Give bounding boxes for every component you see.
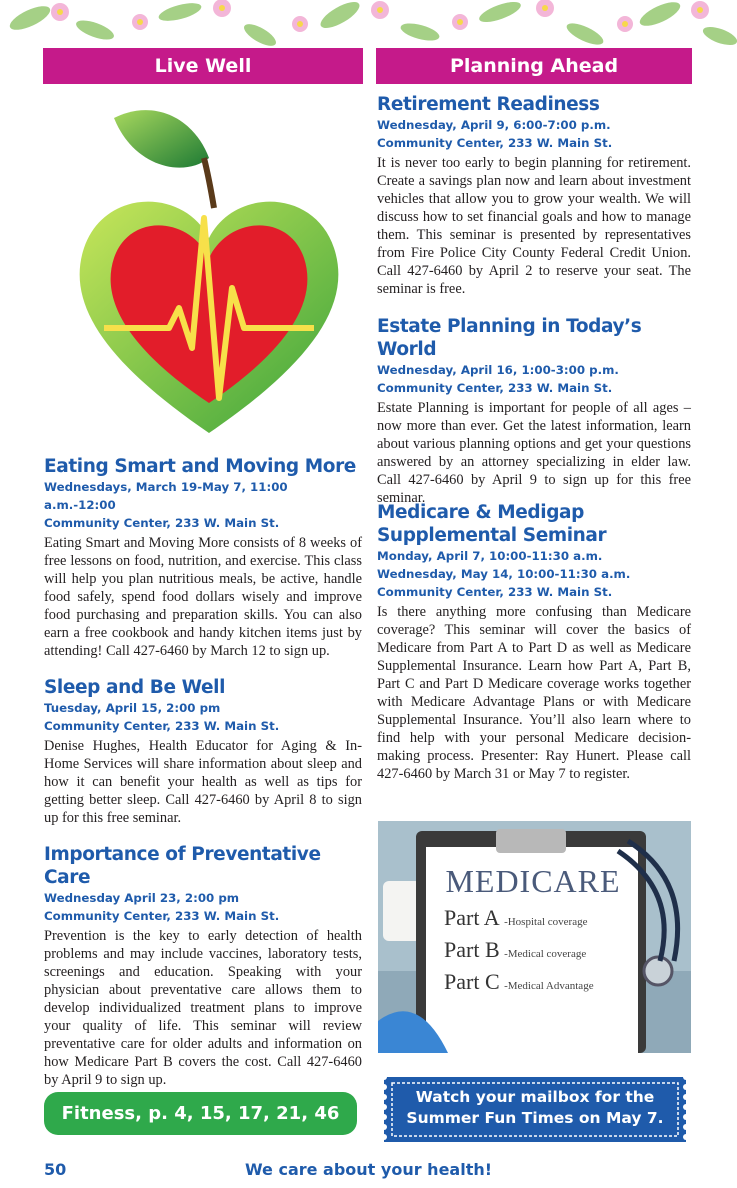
section-location: Community Center, 233 W. Main St.	[44, 516, 280, 530]
summer-fun-times-stamp	[380, 1073, 690, 1146]
live-well-banner: Live Well	[43, 48, 363, 84]
section-location: Community Center, 233 W. Main St.	[44, 719, 280, 733]
section-date-2: Wednesday, May 14, 10:00-11:30 a.m.	[377, 567, 631, 581]
section-body: Prevention is the key to early detection of health problems and may include vaccines, laboratory tests, screenings and education. Speaking with your physician about preventative care allows them to develop individualized treatment plans to improve your quality of life. This seminar will review preventative care for older adults and information on how Medicare Part B covers the cost. Call 427-6460 by April 9 to sign up.	[44, 928, 362, 1088]
section-body: Denise Hughes, Health Educator for Aging & In-Home Services will share information about sleep and how it can benefit your health as well as tips for getting better sleep. Call 427-6460 by April 8 to sign up for this free seminar.	[44, 738, 362, 826]
section-title-line-2: Supplemental Seminar	[377, 525, 607, 546]
section-eating-smart	[44, 455, 362, 660]
section-date: Wednesday, April 16, 1:00-3:00 p.m.	[377, 363, 619, 377]
clipboard-heading: MEDICARE	[445, 863, 621, 899]
section-estate-planning	[377, 315, 691, 507]
section-title-line-1: Medicare & Medigap	[377, 502, 584, 523]
section-date: Wednesday, April 9, 6:00-7:00 p.m.	[377, 118, 611, 132]
clipboard-part-c: Part C -Medical Advantage	[444, 969, 594, 994]
section-title: Estate Planning in Today’s World	[377, 316, 642, 360]
section-location: Community Center, 233 W. Main St.	[377, 381, 613, 395]
right-column	[376, 48, 692, 84]
section-medicare-medigap	[377, 501, 691, 783]
fitness-pages-badge: Fitness, p. 4, 15, 17, 21, 46	[44, 1092, 357, 1135]
section-date: Tuesday, April 15, 2:00 pm	[44, 701, 221, 715]
section-body: It is never too early to begin planning for retirement. Create a savings plan now and learn about investment vehicles that allow you to grow your wealth. We will discuss how to set financial goals and how to manage them. This seminar is presented by representatives from Fire Police City County Federal Credit Union. Call 427-6460 by April 2 to reserve your seat. The seminar is free.	[377, 155, 691, 297]
section-body: Is there anything more confusing than Medicare coverage? This seminar will cover the basics of Medicare from Part A to Part D as well as Medicare Supplemental Insurance. Learn how Part A, Part B, Part C and Part D Medicare coverage works together with Medicare Advantage Plans or with Medicare Supplemental Insurance. You’ll also learn where to find help with your personal Medicare decision-making process. Presenter: Ray Hunert. Please call 427-6460 by March 31 or May 7 to register.	[377, 604, 691, 782]
stamp-line-2: Summer Fun Times on May 7.	[406, 1109, 664, 1127]
footer-tagline: We care about your health!	[244, 1160, 493, 1179]
stamp-line-1: Watch your mailbox for the	[415, 1088, 655, 1106]
section-date: Wednesday April 23, 2:00 pm	[44, 891, 240, 905]
section-body: Estate Planning is important for people of all ages – now more than ever. Get the latest information, learn about various planning options and get your questions answered by an attorney specializing in elder law. Call 427-6460 by April 9 to sign up for this free seminar.	[377, 400, 691, 506]
page-number: 50	[44, 1160, 67, 1179]
left-column	[43, 48, 361, 84]
medicare-clipboard-photo	[378, 821, 691, 1053]
clipboard-part-b: Part B -Medical coverage	[444, 937, 587, 962]
section-sleep-be-well	[44, 676, 362, 827]
section-location: Community Center, 233 W. Main St.	[377, 585, 613, 599]
heart-apple-illustration	[74, 98, 344, 448]
section-title: Importance of Preventative Care	[44, 844, 321, 888]
section-title: Sleep and Be Well	[44, 677, 226, 698]
section-body: Eating Smart and Moving More consists of 8 weeks of free lessons on food, nutrition, and exercise. This class will help you plan nutritious meals, be active, handle food safely, spend food dollars wisely and improve food purchasing and preparation skills. You can also earn a free cookbook and handy kitchen items just by attending! Call 427-6460 by March 12 to sign up.	[44, 535, 362, 659]
section-date-1: Monday, April 7, 10:00-11:30 a.m.	[377, 549, 603, 563]
section-location: Community Center, 233 W. Main St.	[44, 909, 280, 923]
section-title: Retirement Readiness	[377, 94, 600, 115]
section-date: Wednesdays, March 19-May 7, 11:00 a.m.-12:00	[44, 480, 288, 512]
section-preventative-care	[44, 843, 362, 1089]
section-title: Eating Smart and Moving More	[44, 456, 356, 477]
section-retirement-readiness	[377, 93, 691, 298]
planning-ahead-banner: Planning Ahead	[376, 48, 692, 84]
section-location: Community Center, 233 W. Main St.	[377, 136, 613, 150]
clipboard-part-a: Part A -Hospital coverage	[444, 905, 588, 930]
